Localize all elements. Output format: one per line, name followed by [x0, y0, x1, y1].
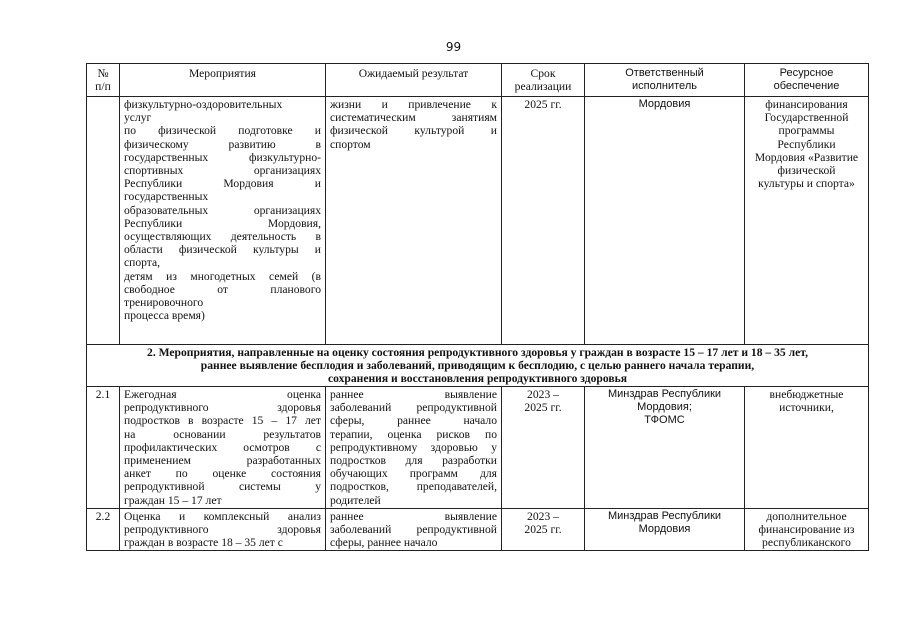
header-executor	[585, 64, 745, 97]
text-line: репродуктивной системы у	[124, 480, 321, 494]
text-line: 2023 –	[527, 388, 559, 401]
text-line: подростков, преподавателей,	[330, 480, 497, 494]
text-line: Республики Мордовия и	[124, 177, 321, 191]
text-line: Минздрав Республики	[607, 388, 722, 400]
text-line: репродуктивному здоровью у	[330, 440, 497, 454]
text-line: физической	[777, 164, 836, 178]
text-line: услуг	[124, 111, 152, 125]
header-num	[87, 64, 120, 97]
text-line: Ежегодная оценка	[124, 388, 321, 401]
section-2-heading	[87, 345, 869, 387]
text-line: культуры и спорта»	[758, 177, 855, 191]
row-2-2-num	[87, 508, 120, 551]
text-line: репродуктивного здоровья	[124, 523, 321, 537]
row-2-2-term-cell	[502, 508, 585, 551]
header-event-text: Мероприятия	[188, 67, 257, 80]
text-line: источники,	[779, 401, 834, 415]
text-line: граждан 15 – 17 лет	[124, 493, 222, 507]
text-line: систематическим занятиям	[330, 111, 497, 125]
table-header-row	[87, 64, 869, 97]
page-number: 99	[445, 40, 462, 54]
text-line: физической культурой и	[330, 124, 497, 138]
text-line: профилактических осмотров с	[124, 440, 321, 454]
cont-result-cell	[326, 97, 502, 345]
text-line: Мордовия «Развитие	[754, 150, 859, 164]
text-line: Республики Мордовия,	[124, 216, 321, 230]
text-line: раннее выявление	[330, 509, 497, 523]
text-line: 2. Мероприятия, направленные на оценку состояния репродуктивного здоровья у граждан в возрасте 15 – 17 лет и 18 – 35 лет,	[147, 346, 808, 359]
header-resource	[745, 64, 869, 97]
header-term	[502, 64, 585, 97]
text-line: физкультурно-оздоровительных	[124, 98, 283, 111]
row-2-1-resource-cell	[745, 387, 869, 509]
header-num-text: № п/п	[95, 67, 111, 93]
text-line: спортом	[330, 137, 371, 151]
text-line: республиканского	[762, 536, 851, 550]
text-line: сохранения и восстановления репродуктивного здоровья	[327, 372, 628, 385]
text-line: финансирование из	[758, 523, 855, 537]
cont-executor-text: Мордовия	[638, 98, 691, 110]
text-line: сферы, раннее начало	[330, 414, 497, 428]
row-2-1-num	[87, 387, 120, 509]
row-2-2-executor-cell	[585, 508, 745, 551]
text-line: ТФОМС	[644, 414, 685, 427]
text-line: спортивных организациях	[124, 164, 321, 178]
text-line: дополнительное	[766, 509, 847, 523]
text-line: спорта,	[124, 256, 161, 270]
cont-term-text: 2025 гг.	[524, 98, 562, 111]
text-line: процесса время)	[124, 309, 205, 323]
text-line: граждан в возрасте 18 – 35 лет с	[124, 536, 283, 550]
text-line: 2023 –	[527, 509, 559, 523]
row-2-1-term-cell	[502, 387, 585, 509]
text-line: сферы, раннее начало	[330, 536, 438, 550]
header-resource-text: Ресурсное обеспечение	[773, 67, 840, 92]
text-line: 2025 гг.	[524, 401, 562, 415]
cont-resource-cell	[745, 97, 869, 345]
row-2-1-executor-cell	[585, 387, 745, 509]
text-line: детям из многодетных семей (в	[124, 269, 321, 283]
text-line: родителей	[330, 493, 381, 507]
text-line: Государственной	[764, 111, 849, 125]
header-term-text: Срок реализации	[514, 67, 572, 93]
text-line: подростков для разработки	[330, 454, 497, 468]
text-line: жизни и привлечение к	[330, 98, 497, 111]
cont-executor-cell	[585, 97, 745, 345]
text-line: анкет по оценке состояния	[124, 467, 321, 481]
row-2-1-num-text: 2.1	[95, 388, 111, 401]
text-line: по физической подготовке и	[124, 124, 321, 138]
header-event	[120, 64, 326, 97]
text-line: заболеваний репродуктивной	[330, 401, 497, 415]
text-line: осуществляющих деятельность в	[124, 230, 321, 244]
text-line: тренировочного	[124, 296, 204, 310]
text-line: внебюджетные	[769, 388, 844, 401]
text-line: государственных физкультурно-	[124, 150, 321, 164]
row-2-2-event-cell	[120, 508, 326, 551]
text-line: обучающих программ для	[330, 467, 497, 481]
text-line: Республики	[777, 137, 836, 151]
row-2-1-result-cell	[326, 387, 502, 509]
text-line: применением разработанных	[124, 454, 321, 468]
table-row-continued	[87, 97, 869, 345]
text-line: репродуктивного здоровья	[124, 401, 321, 415]
text-line: на основании результатов	[124, 427, 321, 441]
text-line: государственных	[124, 190, 209, 204]
text-line: области физической культуры и	[124, 243, 321, 257]
text-line: раннее выявление бесплодия и заболеваний, приводящим к бесплодию, с целью раннего начала терапии,	[200, 359, 755, 372]
section-heading-row	[87, 345, 869, 387]
row-2-2-num-text: 2.2	[95, 509, 111, 523]
text-line: физическому развитию в	[124, 137, 321, 151]
row-2-2-result-cell	[326, 508, 502, 551]
text-line: образовательных организациях	[124, 203, 321, 217]
row-2-2-resource-cell	[745, 508, 869, 551]
header-executor-text: Ответственный исполнитель	[625, 67, 704, 92]
text-line: 2025 гг.	[524, 523, 562, 537]
row-2-1-event-cell	[120, 387, 326, 509]
text-line: заболеваний репродуктивной	[330, 523, 497, 537]
header-result	[326, 64, 502, 97]
text-line: подростков в возрасте 15 – 17 лет	[124, 414, 321, 428]
header-result-text: Ожидаемый результат	[358, 67, 469, 80]
table-row-2-1	[87, 387, 869, 509]
text-line: свободное от планового	[124, 282, 321, 296]
text-line: Мордовия;	[637, 401, 692, 414]
text-line: программы	[778, 124, 835, 138]
cont-term-cell	[502, 97, 585, 345]
text-line: Мордовия	[638, 523, 691, 536]
cont-event-cell	[120, 97, 326, 345]
text-line: раннее выявление	[330, 388, 497, 401]
text-line: финансирования	[765, 98, 848, 111]
measures-table	[86, 63, 869, 551]
text-line: Минздрав Республики	[607, 509, 722, 522]
cont-num-cell	[87, 97, 120, 345]
text-line: Оценка и комплексный анализ	[124, 509, 321, 523]
text-line: терапии, оценка рисков по	[330, 427, 497, 441]
table-row-2-2	[87, 508, 869, 551]
